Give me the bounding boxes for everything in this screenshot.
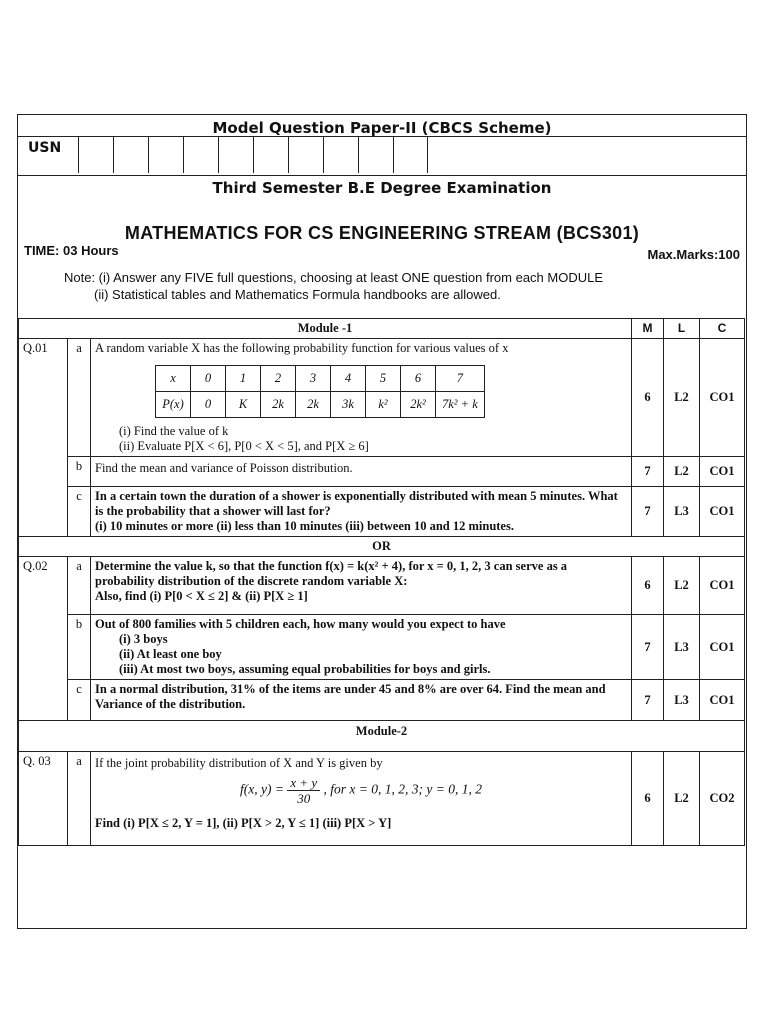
prob-cell: 5 — [366, 366, 401, 392]
q01a-text: A random variable X has the following probability function for various values of x — [95, 341, 509, 355]
note-line-2: (ii) Statistical tables and Mathematics Formula handbooks are allowed. — [94, 287, 501, 302]
q03a-level: L2 — [664, 752, 700, 846]
q02a-marks: 6 — [632, 557, 664, 615]
subject-title: MATHEMATICS FOR CS ENGINEERING STREAM (BCS301) — [124, 223, 640, 243]
prob-cell: k² — [366, 392, 401, 418]
prob-cell: K — [226, 392, 261, 418]
q02c-level: L3 — [664, 680, 700, 721]
q02a-row — [19, 557, 745, 615]
q01b-co: CO1 — [700, 457, 745, 487]
exam-title: Third Semester B.E Degree Examination — [212, 179, 552, 197]
prob-cell: 4 — [331, 366, 366, 392]
q01a-co: CO1 — [700, 339, 745, 457]
col-co-header: C — [700, 319, 745, 339]
q03a-text: If the joint probability distribution of X and Y is given by — [95, 756, 383, 770]
prob-cell: 2k² — [401, 392, 436, 418]
q01c-sub: (i) 10 minutes or more (ii) less than 10 minutes (iii) between 10 and 12 minutes. — [95, 519, 514, 533]
q03a-row — [19, 752, 745, 846]
q01a-level: L2 — [664, 339, 700, 457]
q03-number: Q. 03 — [19, 752, 68, 846]
module-1-header-row — [19, 319, 745, 339]
prob-cell: 3 — [296, 366, 331, 392]
q02b-level: L3 — [664, 615, 700, 680]
formula-numerator: x + y — [287, 775, 320, 791]
q01a-sub-ii: (ii) Evaluate P[X < 6], P[0 < X < 5], and P[X ≥ 6] — [119, 439, 369, 453]
probability-table — [155, 365, 485, 418]
prob-cell: 7 — [436, 366, 485, 392]
q02c-text: In a normal distribution, 31% of the items are under 45 and 8% are over 64. Find the mean and Variance of the distribution. — [91, 680, 632, 721]
note-line-1: Note: (i) Answer any FIVE full questions, choosing at least ONE question from each MODULE — [64, 270, 604, 285]
q02b-sub-i: (i) 3 boys — [119, 632, 168, 646]
question-paper — [17, 114, 747, 929]
q02-number: Q.02 — [19, 557, 68, 721]
q01b-text: Find the mean and variance of Poisson distribution. — [91, 457, 632, 487]
q01b-level: L2 — [664, 457, 700, 487]
usn-boxes — [78, 136, 428, 173]
q02b-text: Out of 800 families with 5 children each, how many would you expect to have — [95, 617, 506, 631]
col-level-header: L — [664, 319, 700, 339]
q01a-label: a — [68, 339, 91, 457]
module-1-title: Module -1 — [19, 319, 632, 339]
q01c-level: L3 — [664, 487, 700, 537]
q02b-marks: 7 — [632, 615, 664, 680]
q01a-marks: 6 — [632, 339, 664, 457]
prob-cell: x — [156, 366, 191, 392]
prob-cell: 2 — [261, 366, 296, 392]
q01c-co: CO1 — [700, 487, 745, 537]
or-row — [19, 537, 745, 557]
q02b-sub-ii: (ii) At least one boy — [119, 647, 222, 661]
prob-cell: 7k² + k — [436, 392, 485, 418]
prob-cell: 6 — [401, 366, 436, 392]
q01-number: Q.01 — [19, 339, 68, 537]
usn-box — [78, 136, 113, 173]
prob-row-p — [156, 392, 485, 418]
q03a-marks: 6 — [632, 752, 664, 846]
usn-box — [113, 136, 148, 173]
q01a-body — [91, 339, 632, 457]
prob-cell: 1 — [226, 366, 261, 392]
q01c-marks: 7 — [632, 487, 664, 537]
usn-box — [323, 136, 358, 173]
col-marks-header: M — [632, 319, 664, 339]
q01b-row — [19, 457, 745, 487]
prob-cell: 3k — [331, 392, 366, 418]
q03a-body — [91, 752, 632, 846]
q01b-marks: 7 — [632, 457, 664, 487]
prob-cell: P(x) — [156, 392, 191, 418]
q01c-row — [19, 487, 745, 537]
q02b-label: b — [68, 615, 91, 680]
paper-title: Model Question Paper-II (CBCS Scheme) — [212, 119, 552, 137]
q02c-label: c — [68, 680, 91, 721]
prob-row-x — [156, 366, 485, 392]
q03a-sub: Find (i) P[X ≤ 2, Y = 1], (ii) P[X > 2, Y ≤ 1] (iii) P[X > Y] — [95, 816, 392, 830]
q02c-row — [19, 680, 745, 721]
formula-fraction — [287, 775, 320, 806]
instructions-note — [64, 269, 603, 303]
prob-cell: 0 — [191, 366, 226, 392]
q01c-label: c — [68, 487, 91, 537]
prob-cell: 0 — [191, 392, 226, 418]
usn-box — [393, 136, 428, 173]
q01c-body — [91, 487, 632, 537]
q02a-co: CO1 — [700, 557, 745, 615]
prob-cell: 2k — [296, 392, 331, 418]
q02a-body — [91, 557, 632, 615]
module-2-title: Module-2 — [19, 721, 745, 752]
usn-box — [183, 136, 218, 173]
q01a-row — [19, 339, 745, 457]
q03a-co: CO2 — [700, 752, 745, 846]
q02b-row — [19, 615, 745, 680]
module-2-header-row — [19, 721, 745, 752]
formula-lhs: f(x, y) = — [240, 781, 284, 797]
max-marks-label: Max.Marks:100 — [647, 247, 740, 262]
usn-box — [288, 136, 323, 173]
q01a-sub-i: (i) Find the value of k — [119, 424, 229, 438]
usn-label: USN — [28, 140, 62, 156]
q02b-body — [91, 615, 632, 680]
usn-box — [148, 136, 183, 173]
formula-denominator: 30 — [297, 791, 311, 806]
q02a-sub: Also, find (i) P[0 < X ≤ 2] & (ii) P[X ≥ 1] — [95, 589, 308, 603]
usn-box — [358, 136, 393, 173]
q02a-level: L2 — [664, 557, 700, 615]
or-label: OR — [19, 537, 745, 557]
q01b-label: b — [68, 457, 91, 487]
usn-box — [218, 136, 253, 173]
q02b-sub-iii: (iii) At most two boys, assuming equal probabilities for boys and girls. — [119, 662, 491, 676]
q02c-co: CO1 — [700, 680, 745, 721]
formula-rhs: , for x = 0, 1, 2, 3; y = 0, 1, 2 — [323, 781, 482, 797]
q02b-co: CO1 — [700, 615, 745, 680]
q02a-label: a — [68, 557, 91, 615]
usn-box — [253, 136, 288, 173]
prob-cell: 2k — [261, 392, 296, 418]
q03a-label: a — [68, 752, 91, 846]
q02c-marks: 7 — [632, 680, 664, 721]
q02a-text: Determine the value k, so that the function f(x) = k(x² + 4), for x = 0, 1, 2, 3 can serve as a probability distribution of the discrete random variable X: — [95, 559, 568, 588]
usn-row — [18, 136, 746, 176]
time-label: TIME: 03 Hours — [24, 243, 119, 258]
joint-pdf-formula — [95, 775, 627, 806]
q01c-text: In a certain town the duration of a shower is exponentially distributed with mean 5 minutes. What is the probability that a shower will last for? — [95, 489, 618, 518]
questions-table — [18, 318, 745, 846]
